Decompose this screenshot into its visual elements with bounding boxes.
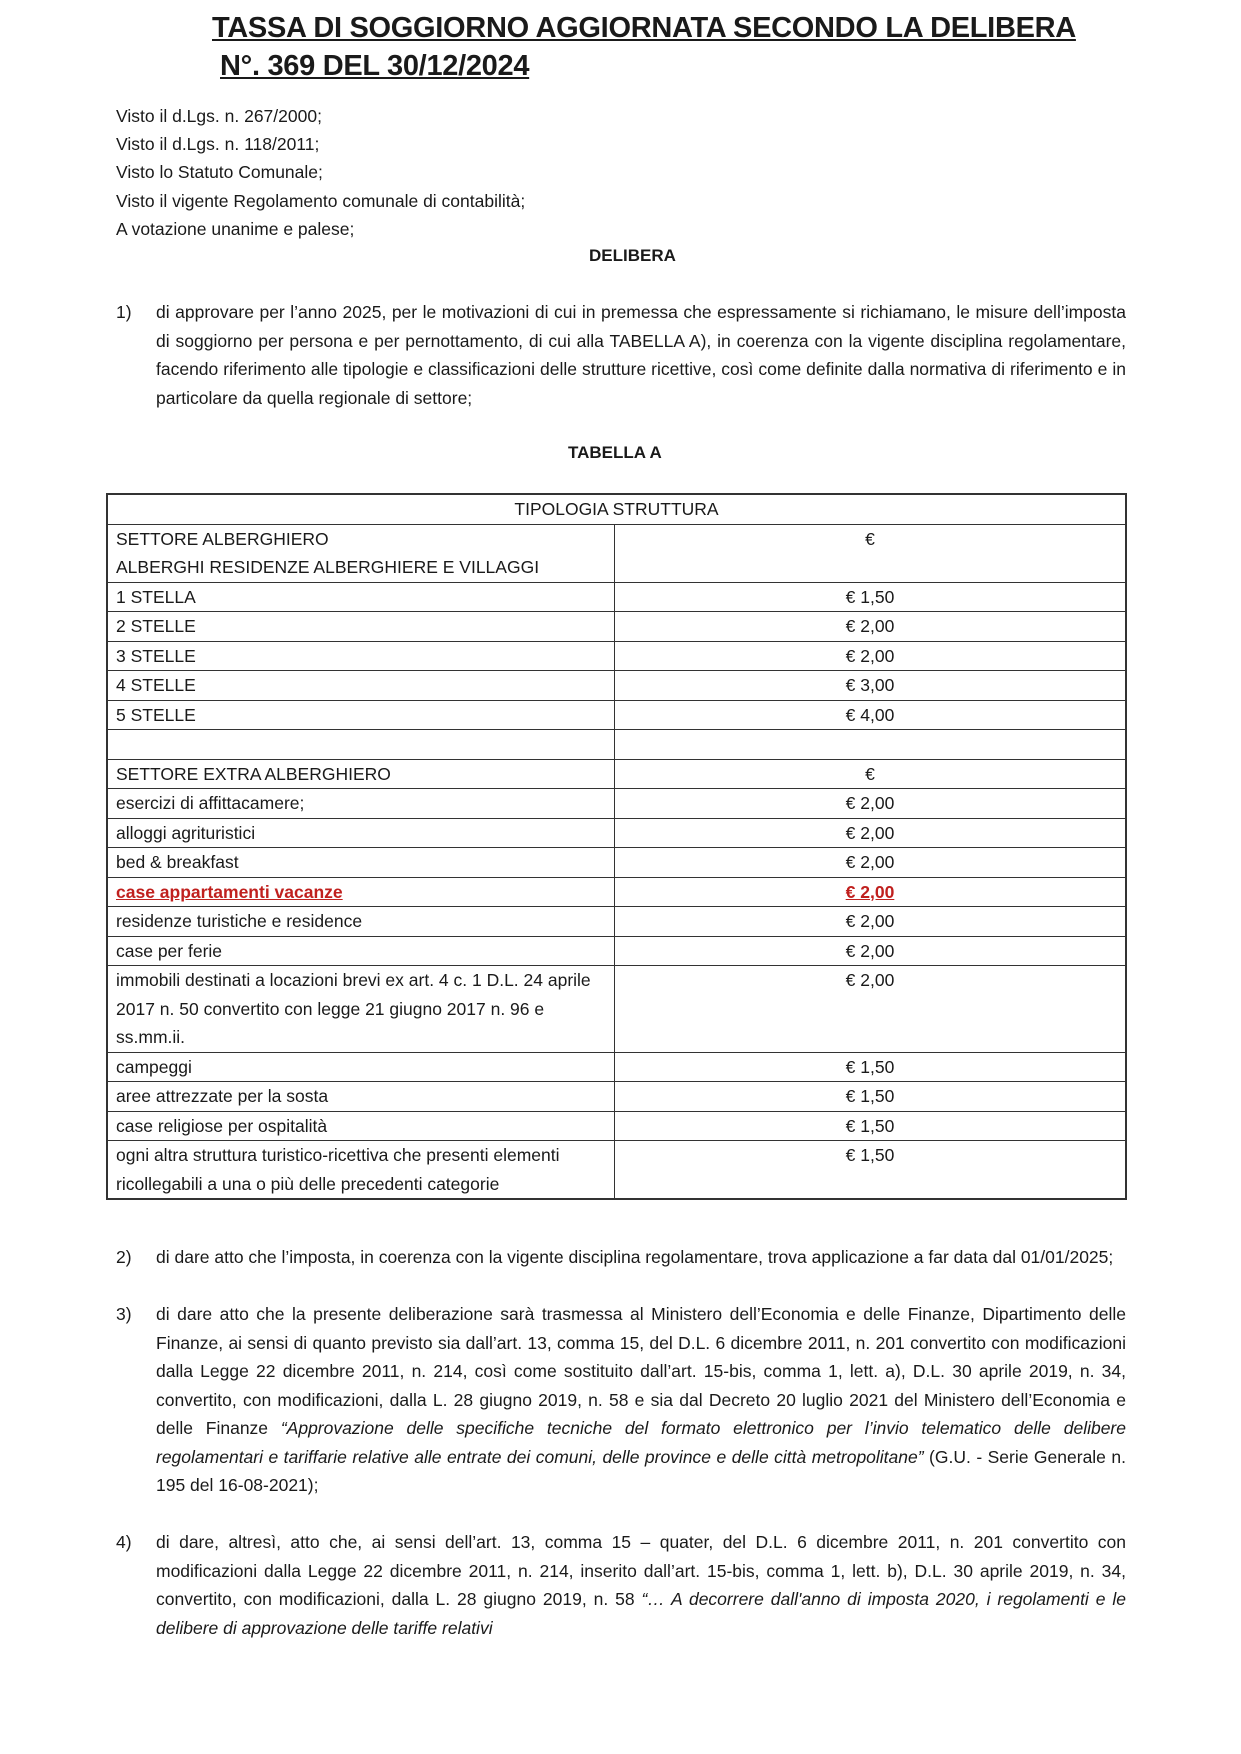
row-value: € 2,00 — [615, 818, 1126, 848]
table-row — [107, 612, 1126, 642]
table-row — [107, 907, 1126, 937]
row-label: 5 STELLE — [107, 700, 615, 730]
row-value: € 2,00 — [615, 789, 1126, 819]
table-row — [107, 641, 1126, 671]
preamble — [116, 102, 525, 243]
table-row — [107, 700, 1126, 730]
delibera-item-3 — [116, 1300, 1126, 1500]
empty-cell — [615, 730, 1126, 760]
row-value: € 2,00 — [615, 936, 1126, 966]
table-header: TIPOLOGIA STRUTTURA — [107, 494, 1126, 524]
row-label: aree attrezzate per la sosta — [107, 1082, 615, 1112]
row-label — [107, 877, 615, 907]
table-row — [107, 1082, 1126, 1112]
row-value: € 2,00 — [615, 641, 1126, 671]
row-label: residenze turistiche e residence — [107, 907, 615, 937]
row-label: 3 STELLE — [107, 641, 615, 671]
item-text: di approvare per l’anno 2025, per le motivazioni di cui in premessa che espressamente si richiamano, le misure dell’imposta di soggiorno per persona e per pernottamento, di cui alla TABELLA A), in coerenza con la vigente disciplina regolamentare, facendo riferimento alle tipologie e classificazioni delle strutture ricettive, così come definite dalla normativa di riferimento e in particolare da quella regionale di settore; — [156, 302, 1126, 408]
empty-cell — [107, 730, 615, 760]
delibera-heading: DELIBERA — [589, 246, 676, 265]
delibera-item-1 — [116, 298, 1126, 412]
sector-row — [107, 759, 1126, 789]
row-label: case per ferie — [107, 936, 615, 966]
row-value: € 3,00 — [615, 671, 1126, 701]
table-row — [107, 582, 1126, 612]
row-label: 4 STELLE — [107, 671, 615, 701]
row-value: € 2,00 — [615, 612, 1126, 642]
delibera-item-2 — [116, 1243, 1126, 1272]
item-number: 4) — [116, 1532, 132, 1552]
row-label: esercizi di affittacamere; — [107, 789, 615, 819]
item-text-quote: “Approvazione delle specifiche tecniche del formato elettronico per l’invio telematico delle delibere regolamentari e tariffarie relative alle entrate dei comuni, delle province e delle città metropolitane” — [156, 1418, 1126, 1467]
sector-currency: € — [615, 524, 1126, 582]
highlighted-value: € 2,00 — [845, 881, 895, 902]
preamble-line: Visto lo Statuto Comunale; — [116, 162, 323, 183]
item-text — [156, 1528, 1126, 1642]
table-row-highlighted — [107, 877, 1126, 907]
document-title-line2: N°. 369 DEL 30/12/2024 — [220, 50, 530, 82]
item-text-quote: “… A decorrere dall'anno di imposta 2020, i regolamenti e le delibere di approvazione delle tariffe relativi — [156, 1589, 1126, 1638]
row-value: € 1,50 — [615, 1111, 1126, 1141]
row-value: € 1,50 — [615, 582, 1126, 612]
row-label: case religiose per ospitalità — [107, 1111, 615, 1141]
table-row — [107, 1141, 1126, 1200]
row-value: € 2,00 — [615, 907, 1126, 937]
sector-title: SETTORE EXTRA ALBERGHIERO — [107, 759, 615, 789]
item-text — [156, 1300, 1126, 1500]
sector-row — [107, 524, 1126, 582]
preamble-line: Visto il d.Lgs. n. 267/2000; — [116, 106, 322, 126]
table-row — [107, 936, 1126, 966]
row-label: campeggi — [107, 1052, 615, 1082]
table-row — [107, 789, 1126, 819]
table-row — [107, 966, 1126, 1053]
document-title-line1: TASSA DI SOGGIORNO AGGIORNATA SECONDO LA DELIBERA — [212, 12, 1076, 44]
row-label: alloggi agrituristici — [107, 818, 615, 848]
item-text-tail: (G.U. - Serie Generale n. 195 del 16-08-2021); — [156, 1446, 1126, 1495]
item-text: di dare atto che l’imposta, in coerenza con la vigente disciplina regolamentare, trova applicazione a far data dal 01/01/2025; — [156, 1247, 1114, 1267]
table-row — [107, 671, 1126, 701]
sector-title-line: SETTORE ALBERGHIERO — [116, 528, 329, 549]
item-number: 1) — [116, 302, 132, 322]
row-label: 1 STELLA — [107, 582, 615, 612]
item-text-body: di dare, altresì, atto che, ai sensi dell’art. 13, comma 15 – quater, del D.L. 6 dicembre 2011, n. 201 convertito con modificazioni dalla Legge 22 dicembre 2011, n. 214, inserito dall’art. 15-bis, comma 1, lett. b), D.L. 30 aprile 2019, n. 34, convertito, con modificazioni, dalla L. 28 giugno 2019, n. 58 — [156, 1532, 1126, 1609]
table-row — [107, 818, 1126, 848]
row-label: ogni altra struttura turistico-ricettiva che presenti elementi ricollegabili a una o più delle precedenti categorie — [107, 1141, 615, 1200]
row-label: 2 STELLE — [107, 612, 615, 642]
table-row — [107, 1052, 1126, 1082]
item-text-body: di dare atto che la presente deliberazione sarà trasmessa al Ministero dell’Economia e delle Finanze, Dipartimento delle Finanze, ai sensi di quanto previsto sia dall’art. 13, comma 15, del D.L. 6 dicembre 2011, n. 201 convertito con modificazioni dalla Legge 22 dicembre 2011, n. 214, così come sostituito dall’art. 15-bis, comma 1, lett. a), D.L. 30 aprile 2019, n. 34, convertito, con modificazioni, dalla L. 28 giugno 2019, n. 58 e sia dal Decreto 20 luglio 2021 del Ministero dell’Economia e delle Finanze — [156, 1304, 1126, 1438]
row-value: € 1,50 — [615, 1141, 1126, 1200]
row-value — [615, 877, 1126, 907]
preamble-line: Visto il vigente Regolamento comunale di contabilità; — [116, 190, 526, 211]
sector-currency: € — [615, 759, 1126, 789]
table-row — [107, 1111, 1126, 1141]
item-number: 2) — [116, 1247, 132, 1267]
tabella-heading: TABELLA A — [568, 443, 662, 462]
preamble-line: A votazione unanime e palese; — [116, 218, 355, 239]
row-value: € 1,50 — [615, 1052, 1126, 1082]
row-label: bed & breakfast — [107, 848, 615, 878]
preamble-line: Visto il d.Lgs. n. 118/2011; — [116, 134, 320, 155]
row-value: € 1,50 — [615, 1082, 1126, 1112]
row-value: € 2,00 — [615, 966, 1126, 1053]
empty-row — [107, 730, 1126, 760]
item-number: 3) — [116, 1304, 132, 1324]
table-row — [107, 848, 1126, 878]
row-value: € 4,00 — [615, 700, 1126, 730]
row-value: € 2,00 — [615, 848, 1126, 878]
sector-subtitle: ALBERGHI RESIDENZE ALBERGHIERE E VILLAGGI — [116, 557, 540, 577]
delibera-item-4 — [116, 1528, 1126, 1642]
sector-title — [107, 524, 615, 582]
table-header-row — [107, 494, 1126, 524]
tariff-table — [106, 493, 1127, 1200]
highlighted-label: case appartamenti vacanze — [116, 881, 343, 902]
row-label: immobili destinati a locazioni brevi ex art. 4 c. 1 D.L. 24 aprile 2017 n. 50 convertito con legge 21 giugno 2017 n. 96 e ss.mm.ii. — [107, 966, 615, 1053]
